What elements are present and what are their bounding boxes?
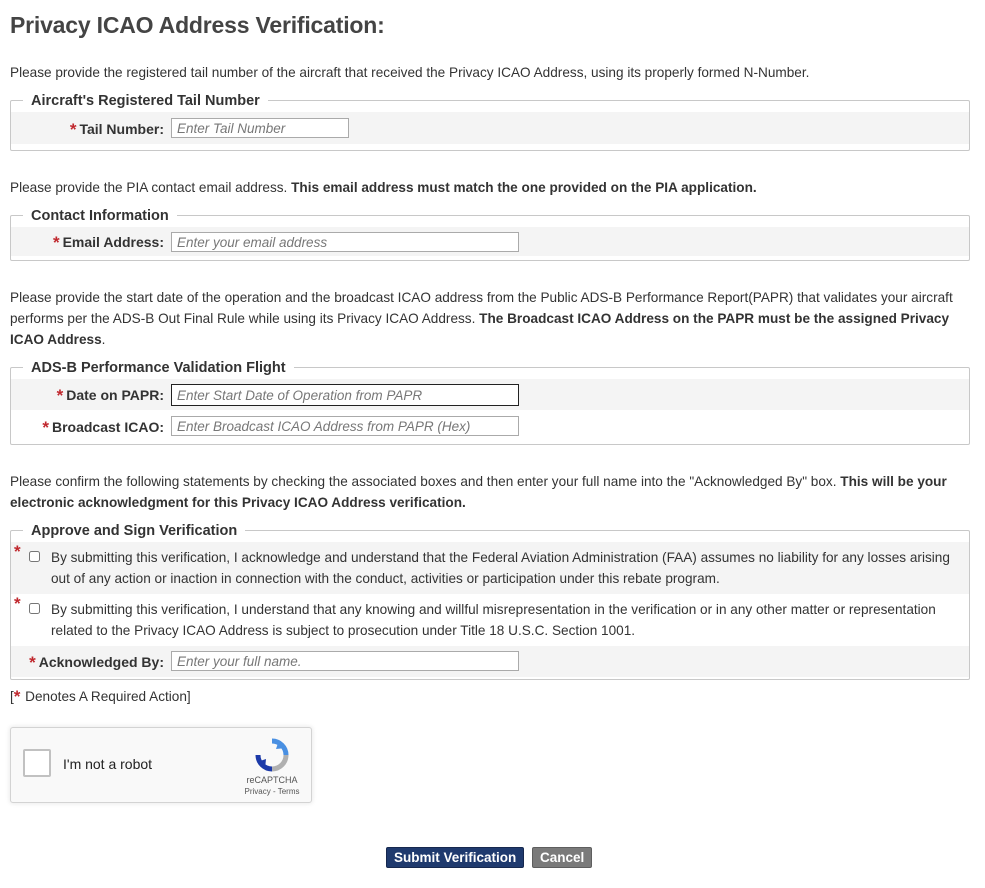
ack-row: [11, 646, 969, 677]
recaptcha-links[interactable]: Privacy - Terms: [244, 787, 300, 796]
sign-intro: Please confirm the following statements by checking the associated boxes and then enter your full name into the "Acknowledged By" box. This will be your electronic acknowledgment for this Privacy ICAO Address verification.: [10, 474, 947, 510]
ack-label: * Acknowledged By:: [29, 653, 164, 672]
recaptcha-label: I'm not a robot: [63, 756, 153, 772]
adsb-intro: Please provide the start date of the operation and the broadcast ICAO address from the Public ADS-B Performance Report(PAPR) that validates your aircraft performs per the ADS-B Out Final Rule while using its Privacy ICAO Address. The Broadcast ICAO Address on the PAPR must be the assigned Privacy ICAO Address.: [10, 290, 953, 347]
date-row: [11, 379, 969, 410]
email-row: [11, 227, 969, 256]
statement-2-checkbox[interactable]: [29, 603, 40, 614]
contact-intro: Please provide the PIA contact email address. This email address must match the one provided on the PIA application.: [10, 180, 757, 195]
required-marker: *: [29, 653, 36, 672]
statement-2-text: By submitting this verification, I understand that any knowing and willful misrepresentation in the verification or in any other matter or representation related to the Privacy ICAO Address is subject to prosecution under Title 18 U.S.C. Section 1001.: [51, 602, 936, 638]
sign-fieldset: [10, 523, 970, 680]
email-label: * Email Address:: [52, 233, 164, 252]
required-marker: *: [14, 542, 21, 561]
required-marker: *: [14, 594, 21, 613]
required-marker: *: [69, 120, 77, 139]
sign-legend: Approve and Sign Verification: [23, 522, 245, 540]
acknowledged-by-input[interactable]: [171, 651, 519, 671]
tail-label: * Tail Number:: [69, 120, 164, 139]
required-marker: *: [56, 386, 64, 405]
adsb-legend: ADS-B Performance Validation Flight: [23, 359, 294, 377]
adsb-fieldset: [10, 360, 970, 445]
recaptcha-checkbox[interactable]: [23, 749, 51, 777]
recaptcha-brand: reCAPTCHA: [246, 775, 298, 785]
page-title: Privacy ICAO Address Verification:: [10, 12, 385, 38]
recaptcha-logo-icon: [255, 738, 289, 772]
statement-1-text: By submitting this verification, I acknowledge and understand that the Federal Aviation Administration (FAA) assumes no liability for any losses arising out of any action or inaction in connection with the conduct, activities or participation under this rebate program.: [51, 550, 950, 586]
tail-row: [11, 112, 969, 144]
statement-row-2: [11, 594, 969, 646]
recaptcha-widget: [10, 727, 312, 803]
required-marker: *: [13, 687, 21, 706]
tail-number-input[interactable]: [171, 118, 349, 138]
required-note: [* Denotes A Required Action]: [10, 687, 191, 706]
statement-row-1: [11, 542, 969, 594]
date-label: * Date on PAPR:: [56, 386, 164, 405]
papr-date-input[interactable]: [171, 384, 519, 406]
submit-verification-button[interactable]: Submit Verification: [386, 847, 524, 868]
contact-fieldset: [10, 208, 970, 261]
required-marker: *: [42, 418, 49, 437]
email-input[interactable]: [171, 232, 519, 252]
statement-1-checkbox[interactable]: [29, 551, 40, 562]
required-marker: *: [52, 233, 60, 252]
tail-fieldset: [10, 93, 970, 151]
icao-row: [11, 410, 969, 442]
tail-legend: Aircraft's Registered Tail Number: [23, 92, 268, 110]
broadcast-icao-input[interactable]: [171, 416, 519, 436]
cancel-button[interactable]: Cancel: [532, 847, 592, 868]
icao-label: * Broadcast ICAO:: [42, 418, 164, 437]
contact-legend: Contact Information: [23, 207, 177, 225]
tail-intro: Please provide the registered tail number of the aircraft that received the Privacy ICAO Address, using its properly formed N-Number.: [10, 65, 810, 80]
